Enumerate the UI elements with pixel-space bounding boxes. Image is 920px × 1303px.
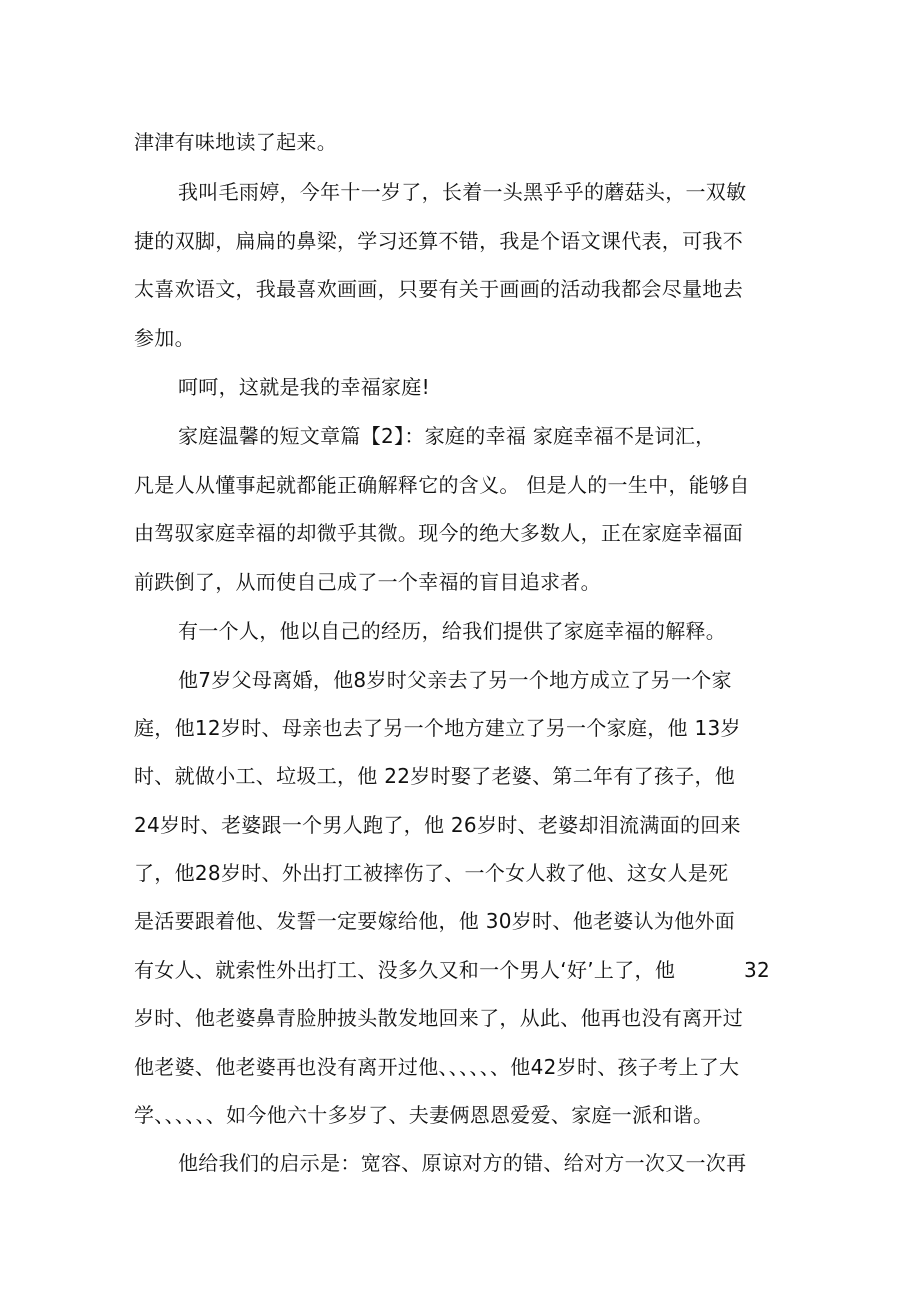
text-line: 捷的双脚，扁扁的鼻梁，学习还算不错，我是个语文课代表，可我不 [134,229,743,253]
text-line: 了，他28岁时、外出打工被摔伤了、一个女人救了他、这女人是死 [134,861,729,885]
text-line: 凡是人从懂事起就都能正确解释它的含义。 但是人的一生中，能够自 [134,473,750,497]
text-line: 学、、、、、、如今他六十多岁了、夫妻俩恩恩爱爱、家庭一派和谐。 [134,1103,714,1127]
text-line: 呵呵，这就是我的幸福家庭! [178,375,430,399]
text-line: 我叫毛雨婷，今年十一岁了，长着一头黑乎乎的蘑菇头，一双敏 [178,180,747,204]
text-line: 家庭温馨的短文章篇【2】：家庭的幸福 家庭幸福不是词汇， [178,424,716,448]
text-line: 津津有味地读了起来。 [134,130,337,154]
text-line: 庭，他12岁时、母亲也去了另一个地方建立了另一个家庭，他 13岁 [134,716,741,740]
text-line: 有一个人，他以自己的经历，给我们提供了家庭幸福的解释。 [178,619,727,643]
text-line: 参加。 [134,326,195,350]
text-line: 他7岁父母离婚，他8岁时父亲去了另一个地方成立了另一个家 [178,668,732,692]
text-line: 他老婆、他老婆再也没有离开过他、、、、、、他42岁时、孩子考上了大 [134,1055,740,1079]
text-line: 24岁时、老婆跟一个男人跑了，他 26岁时、老婆却泪流满面的回来 [134,813,741,837]
text-line: 由驾驭家庭幸福的却微乎其微。现今的绝大多数人，正在家庭幸福面 [134,521,743,545]
text-line-number: 32 [744,958,771,982]
text-line: 时、就做小工、垃圾工，他 22岁时娶了老婆、第二年有了孩子，他 [134,764,736,788]
text-line: 岁时、他老婆鼻青脸肿披头散发地回来了，从此、他再也没有离开过 [134,1006,743,1030]
text-line: 太喜欢语文，我最喜欢画画，只要有关于画画的活动我都会尽量地去 [134,277,743,301]
text-line: 前跌倒了，从而使自己成了一个幸福的盲目追求者。 [134,570,601,594]
text-line: 是活要跟着他、发誓一定要嫁给他，他 30岁时、他老婆认为他外面 [134,909,736,933]
text-line: 有女人、就索性外出打工、没多久又和一个男人‘好’上了，他 [134,958,676,982]
text-line: 他给我们的启示是：宽容、原谅对方的错、给对方一次又一次再 [178,1151,747,1175]
